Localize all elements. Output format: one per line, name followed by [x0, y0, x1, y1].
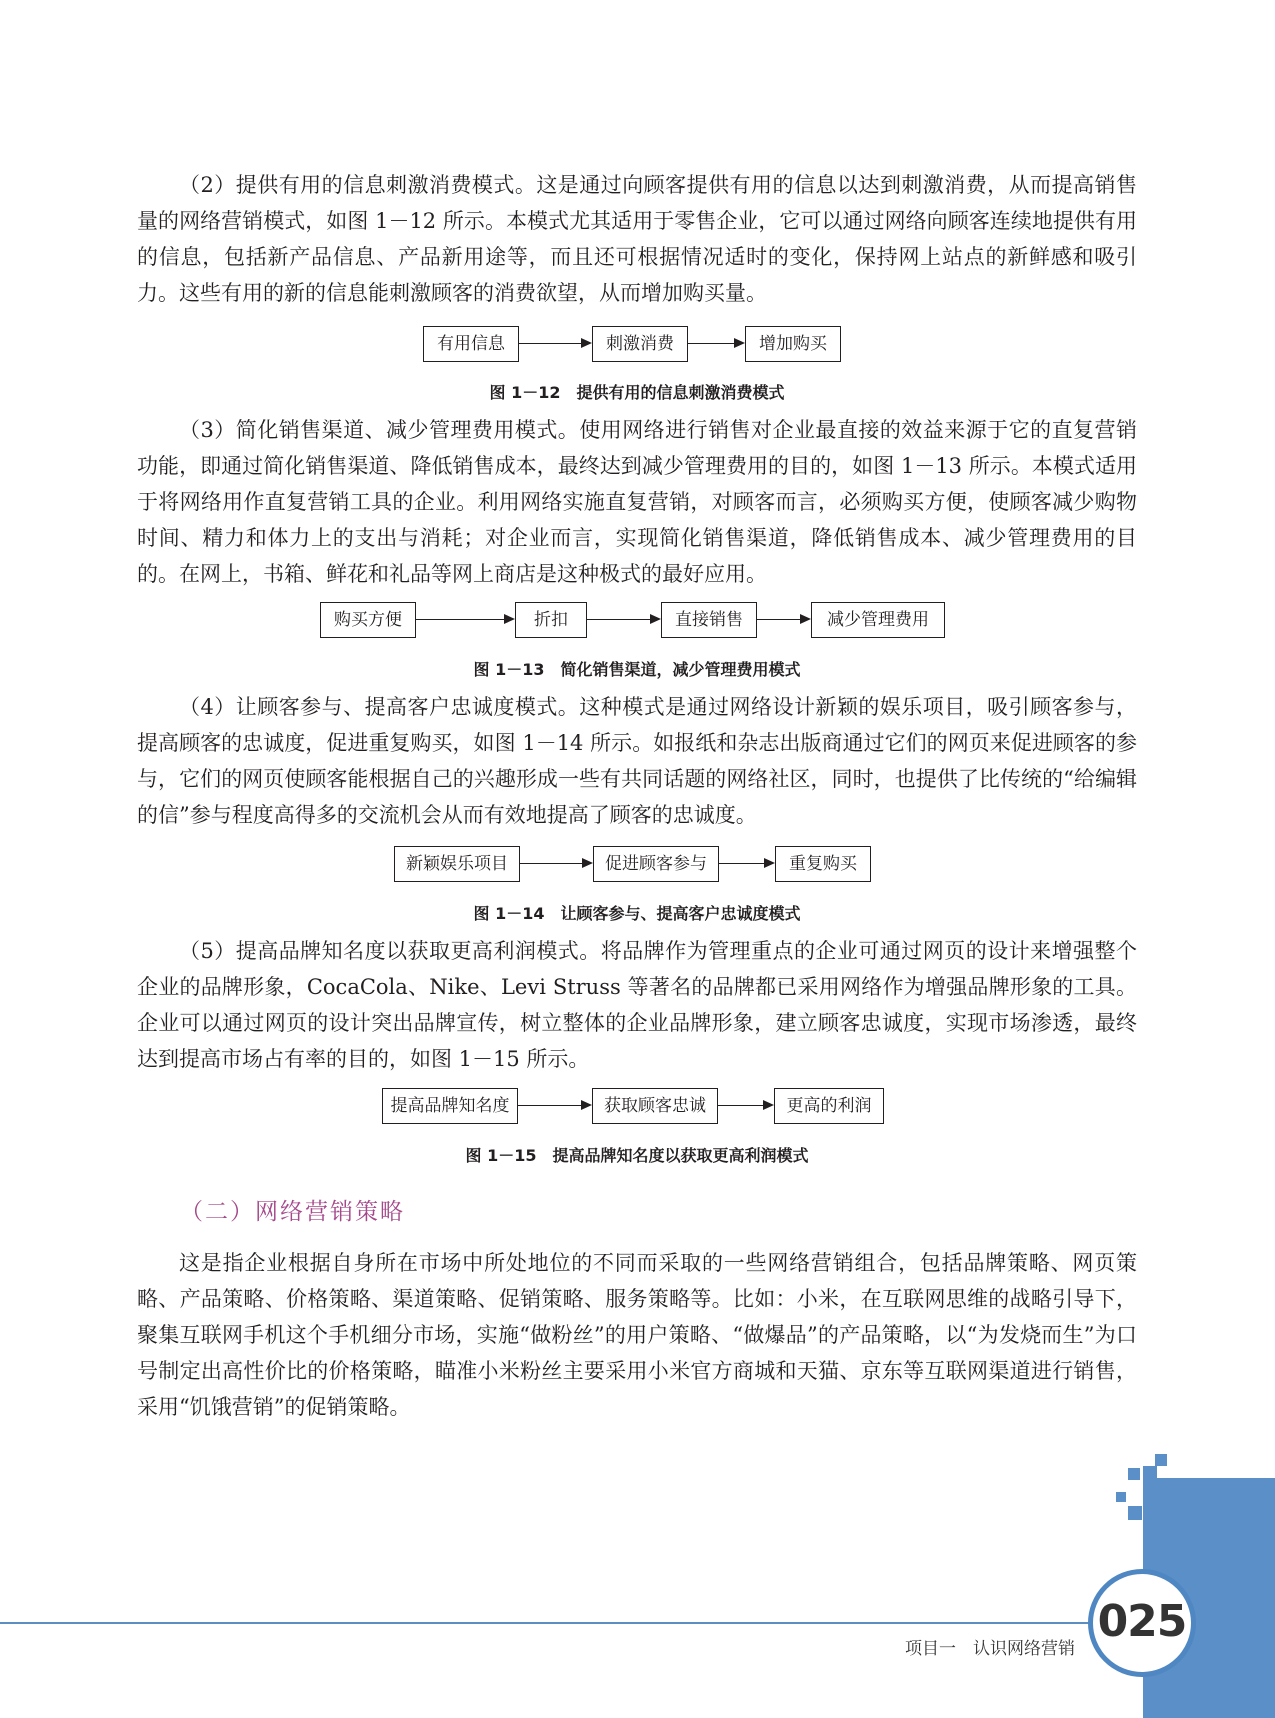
- flow-box: 新颖娱乐项目: [394, 846, 520, 882]
- footer-rule: [0, 1622, 1090, 1624]
- decor-square: [1128, 1468, 1140, 1480]
- page-number-badge: 025: [1088, 1569, 1196, 1677]
- decor-square: [1116, 1492, 1126, 1502]
- paragraph-mode-3: （3）简化销售渠道、减少管理费用模式。使用网络进行销售对企业最直接的效益来源于它的直复营销功能，即通过简化销售渠道、降低销售成本，最终达到减少管理费用的目的，如图 1－13 所示。本模式适用于将网络用作直复营销工具的企业。利用网络实施直复营销，对顾客而言，必须购买方便，使顾客减少购物时间、精力和体力上的支出与消耗；对企业而言，实现简化销售渠道，降低销售成本、减少管理费用的目的。在网上，书箱、鲜花和礼品等网上商店是这种极式的最好应用。: [137, 418, 1137, 586]
- flow-box: 直接销售: [661, 602, 757, 638]
- flow-arrow: [416, 619, 513, 620]
- flow-box: 更高的利润: [774, 1088, 884, 1124]
- flow-box: 有用信息: [423, 326, 519, 362]
- flow-box: 刺激消费: [592, 326, 688, 362]
- paragraph-mode-5: （5）提高品牌知名度以获取更高利润模式。将品牌作为管理重点的企业可通过网页的设计来增强整个企业的品牌形象，CocaCola、Nike、Levi Struss 等著名的品牌都已采用网络作为增强品牌形象的工具。企业可以通过网页的设计突出品牌宣传，树立整体的企业品牌形象，建立顾客忠诚度，实现市场渗透，最终达到提高市场占有率的目的，如图 1－15 所示。: [137, 939, 1137, 1071]
- flow-arrow: [757, 619, 809, 620]
- flow-arrow: [719, 863, 773, 864]
- flow-arrow: [518, 1105, 590, 1106]
- flow-arrow: [688, 343, 743, 344]
- flow-arrow: [519, 343, 590, 344]
- paragraph-mode-4: （4）让顾客参与、提高客户忠诚度模式。这种模式是通过网络设计新颖的娱乐项目，吸引顾客参与，提高顾客的忠诚度，促进重复购买，如图 1－14 所示。如报纸和杂志出版商通过它们的网页来促进顾客的参与，它们的网页使顾客能根据自己的兴趣形成一些有共同话题的网络社区，同时，也提供了比传统的“给编辑的信”参与程度高得多的交流机会从而有效地提高了顾客的忠诚度。: [137, 695, 1137, 827]
- footer-chapter-title: 项目一 认识网络营销: [905, 1639, 1075, 1659]
- figure-caption-1-15: 图 1－15 提高品牌知名度以获取更高利润模式: [465, 1146, 809, 1165]
- flow-box: 增加购买: [745, 326, 841, 362]
- flowchart-fig-1-15: [0, 1088, 1275, 1128]
- flow-arrow: [718, 1105, 772, 1106]
- flow-arrow: [520, 863, 591, 864]
- flow-box: 折扣: [515, 602, 587, 638]
- flow-box: 重复购买: [775, 846, 871, 882]
- figure-caption-1-12: 图 1－12 提供有用的信息刺激消费模式: [489, 383, 785, 402]
- flow-arrow: [587, 619, 659, 620]
- paragraph-strategy: 这是指企业根据自身所在市场中所处地位的不同而采取的一些网络营销组合，包括品牌策略、网页策略、产品策略、价格策略、渠道策略、促销策略、服务策略等。比如：小米，在互联网思维的战略引导下，聚集互联网手机这个手机细分市场，实施“做粉丝”的用户策略、“做爆品”的产品策略，以“为发烧而生”为口号制定出高性价比的价格策略，瞄准小米粉丝主要采用小米官方商城和天猫、京东等互联网渠道进行销售，采用“饥饿营销”的促销策略。: [137, 1251, 1137, 1419]
- decor-square: [1155, 1454, 1167, 1466]
- flow-box: 获取顾客忠诚: [592, 1088, 718, 1124]
- figure-caption-1-13: 图 1－13 简化销售渠道，减少管理费用模式: [473, 660, 801, 679]
- flowchart-fig-1-12: [0, 326, 1275, 366]
- figure-caption-1-14: 图 1－14 让顾客参与、提高客户忠诚度模式: [473, 904, 801, 923]
- flow-box: 减少管理费用: [811, 602, 945, 638]
- section-heading: （二）网络营销策略: [180, 1199, 405, 1225]
- flowchart-fig-1-14: [0, 846, 1275, 886]
- flowchart-fig-1-13: [0, 602, 1275, 642]
- flow-box: 提高品牌知名度: [382, 1088, 518, 1124]
- decor-square: [1128, 1506, 1142, 1520]
- flow-box: 购买方便: [320, 602, 416, 638]
- flow-box: 促进顾客参与: [593, 846, 719, 882]
- paragraph-mode-2: （2）提供有用的信息刺激消费模式。这是通过向顾客提供有用的信息以达到刺激消费，从而提高销售量的网络营销模式，如图 1－12 所示。本模式尤其适用于零售企业，它可以通过网络向顾客连续地提供有用的信息，包括新产品信息、产品新用途等，而且还可根据情况适时的变化，保持网上站点的新鲜感和吸引力。这些有用的新的信息能刺激顾客的消费欲望，从而增加购买量。: [137, 173, 1137, 305]
